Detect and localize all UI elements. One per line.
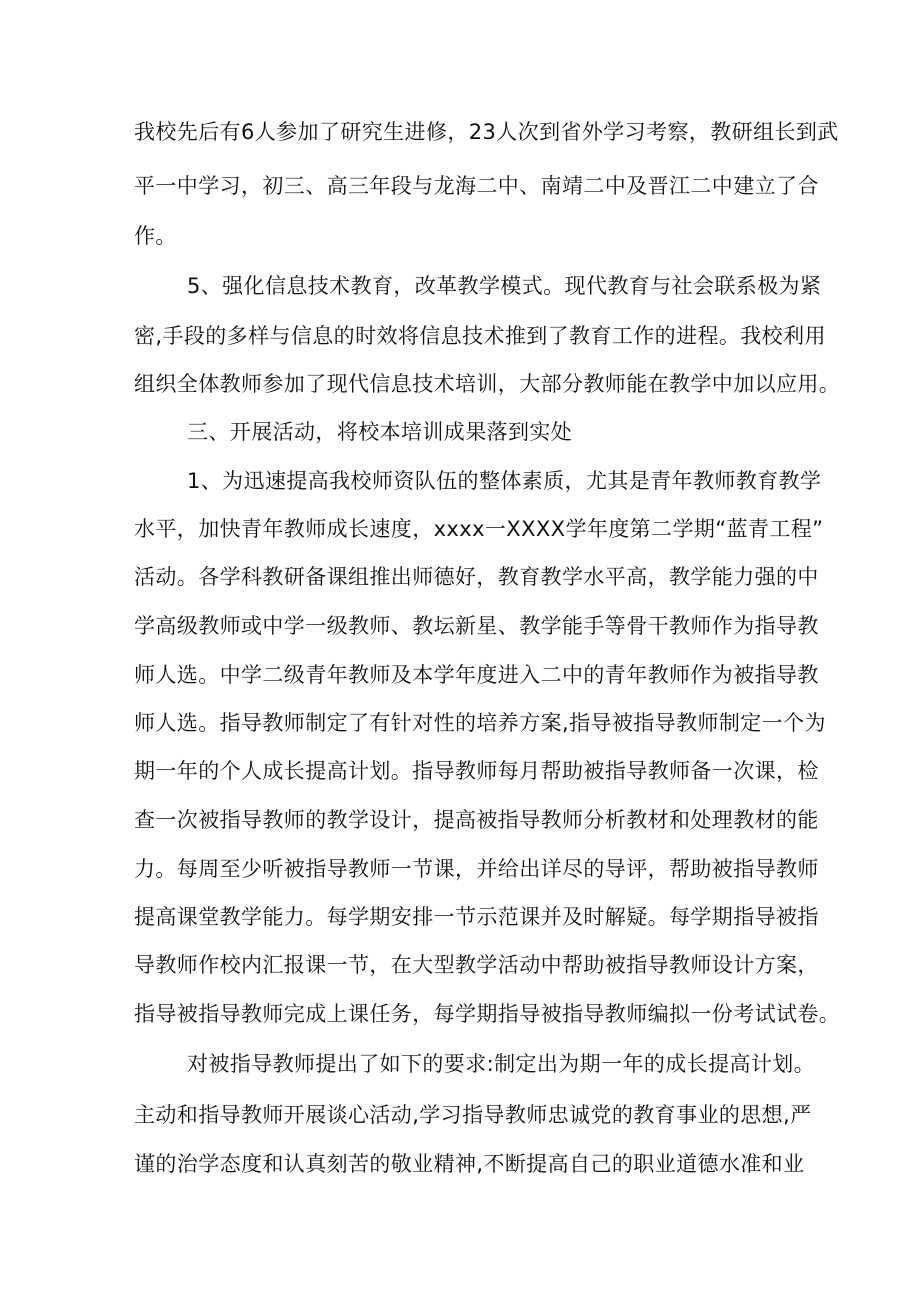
text-line: 1、为迅速提高我校师资队伍的整体素质，尤其是青年教师教育教学 xyxy=(187,469,822,493)
text-line: 密,手段的多样与信息的时效将信息技术推到了教育工作的进程。我校利用 xyxy=(134,324,826,348)
text-line: 组织全体教师参加了现代信息技术培训，大部分教师能在教学中加以应用。 xyxy=(134,372,841,396)
text-line: 提高课堂教学能力。每学期安排一节示范课并及时解疑。每学期指导被指 xyxy=(134,905,819,929)
text-line: 师人选。指导教师制定了有针对性的培养方案,指导被指导教师制定一个为 xyxy=(134,711,826,735)
text-line: 导教师作校内汇报课一节，在大型教学活动中帮助被指导教师设计方案， xyxy=(134,953,819,977)
text-line: 我校先后有6人参加了研究生进修，23人次到省外学习考察，教研组长到武 xyxy=(134,120,839,144)
text-line: 活动。各学科教研备课组推出师德好，教育教学水平高，教学能力强的中 xyxy=(134,565,819,589)
text-line: 平一中学习，初三、高三年段与龙海二中、南靖二中及晋江二中建立了合 xyxy=(134,174,819,198)
text-line: 对被指导教师提出了如下的要求:制定出为期一年的成长提高计划。 xyxy=(187,1052,816,1076)
section-heading: 三、开展活动，将校本培训成果落到实处 xyxy=(187,420,573,444)
text-line: 力。每周至少听被指导教师一节课，并给出详尽的导评，帮助被指导教师 xyxy=(134,857,819,881)
text-line: 主动和指导教师开展谈心活动,学习指导教师忠诚党的教育事业的思想,严 xyxy=(134,1103,812,1127)
text-line: 作。 xyxy=(134,224,177,248)
text-line: 查一次被指导教师的教学设计，提高被指导教师分析教材和处理教材的能 xyxy=(134,808,819,832)
text-line: 期一年的个人成长提高计划。指导教师每月帮助被指导教师备一次课，检 xyxy=(134,759,819,783)
text-line: 学高级教师或中学一级教师、教坛新星、教学能手等骨干教师作为指导教 xyxy=(134,614,819,638)
text-line: 5、强化信息技术教育，改革教学模式。现代教育与社会联系极为紧 xyxy=(187,274,822,298)
text-line: 水平，加快青年教师成长速度，xxxx一XXXX学年度第二学期“蓝青工程” xyxy=(134,517,824,541)
text-line: 谨的治学态度和认真刻苦的敬业精神,不断提高自己的职业道德水准和业 xyxy=(134,1152,805,1176)
text-line: 师人选。中学二级青年教师及本学年度进入二中的青年教师作为被指导教 xyxy=(134,663,819,687)
text-line: 指导被指导教师完成上课任务，每学期指导被指导教师编拟一份考试试卷。 xyxy=(134,1002,841,1026)
